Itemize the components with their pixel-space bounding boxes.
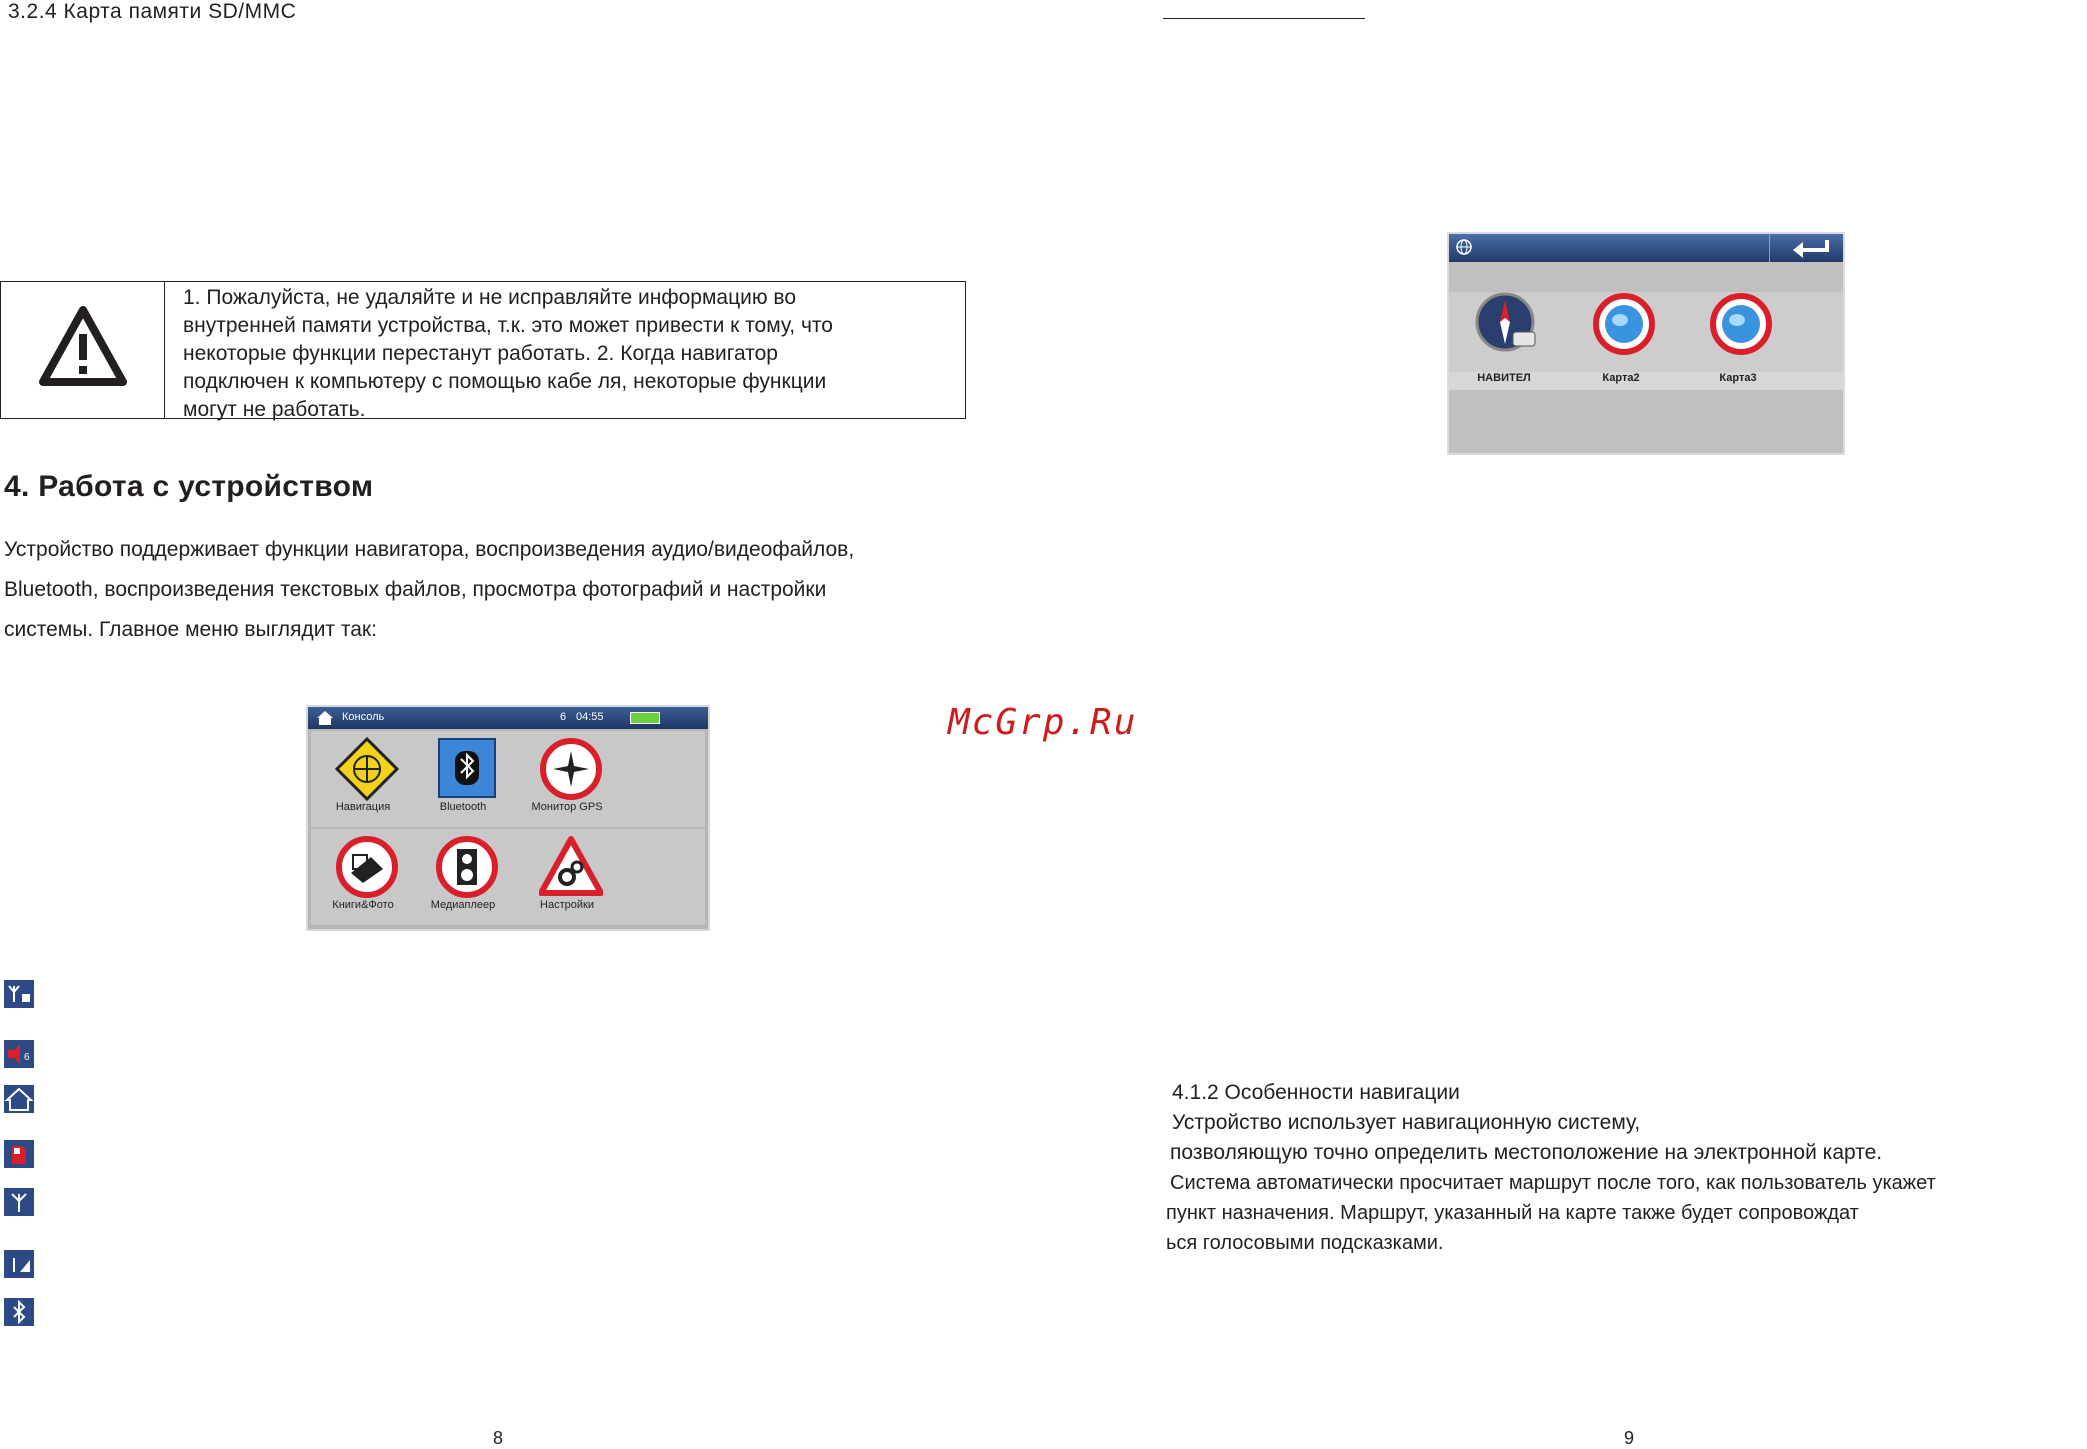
- gps-monitor-icon: [539, 737, 603, 801]
- section-title: 3.2.4 Карта памяти SD/MMC: [8, 0, 297, 23]
- subsection-line: ься голосовыми подсказками.: [1166, 1232, 1444, 1254]
- subsection-title: 4.1.2 Особенности навигации: [1172, 1081, 1460, 1104]
- header-rule: [1163, 18, 1365, 19]
- warning-box: [0, 281, 966, 419]
- menu-item-label: Навигация: [335, 801, 391, 813]
- menu-item-navigation[interactable]: [313, 731, 413, 827]
- intro-line: Устройство поддерживает функции навигатора, воспроизведения аудио/видеофайлов,: [4, 538, 855, 561]
- page-number-right: 9: [1624, 1428, 1635, 1448]
- volume-icon: [4, 1040, 34, 1068]
- warning-line: подключен к компьютеру с помощью кабе ля, некоторые функции: [183, 370, 827, 393]
- antenna-icon: [4, 1188, 34, 1216]
- bluetooth-icon: [435, 737, 499, 801]
- warning-divider: [164, 282, 165, 418]
- battery-icon: [630, 712, 660, 724]
- signal-count: 6: [560, 711, 567, 723]
- compass-icon: [1475, 292, 1539, 356]
- menu-title-bar: [308, 707, 708, 729]
- intro-line: системы. Главное меню выглядит так:: [4, 618, 377, 641]
- intro-line: Bluetooth, воспроизведения текстовых файлов, просмотра фотографий и настройки: [4, 578, 827, 601]
- card-icon: [4, 1140, 34, 1168]
- intro-paragraph: [4, 530, 1004, 650]
- menu-item-settings[interactable]: [517, 829, 617, 925]
- subsection-line: позволяющую точно определить местоположение на электронной карте.: [1170, 1141, 1883, 1164]
- home-icon: [4, 1085, 34, 1113]
- navigation-icon: [335, 737, 399, 801]
- menu-item-label: Настройки: [540, 899, 594, 911]
- nav-item-map3[interactable]: [1683, 292, 1793, 392]
- warning-line: внутренней памяти устройства, т.к. это может привести к тому, что: [183, 314, 833, 337]
- globe-map-icon: [1592, 292, 1656, 356]
- subsection-line: Устройство использует навигационную систему,: [1172, 1111, 1641, 1134]
- warning-line: могут не работать.: [183, 398, 366, 421]
- chapter-title: 4. Работа с устройством: [4, 470, 374, 503]
- warning-triangle-icon: [39, 306, 127, 388]
- main-menu-screenshot: [306, 705, 710, 931]
- books-photos-icon: [335, 835, 399, 899]
- bluetooth-icon: [4, 1298, 34, 1326]
- navigation-features-section: [1166, 1078, 1936, 1258]
- watermark: McGrp.Ru: [948, 702, 1138, 743]
- menu-item-label: Монитор GPS: [531, 801, 603, 813]
- media-player-icon: [435, 835, 499, 899]
- menu-item-bluetooth[interactable]: [413, 731, 513, 827]
- bar-divider: [1769, 234, 1770, 262]
- nav-item-map2[interactable]: [1566, 292, 1676, 392]
- nav-item-navitel[interactable]: [1449, 292, 1559, 392]
- subsection-line: Система автоматически просчитает маршрут после того, как пользователь укажет: [1170, 1172, 1936, 1194]
- settings-icon: [539, 835, 603, 899]
- nav-title-bar: [1449, 234, 1843, 262]
- menu-item-media-player[interactable]: [413, 829, 513, 925]
- menu-item-label: Медиаплеер: [430, 899, 496, 911]
- home-icon[interactable]: [316, 710, 334, 726]
- subsection-line: пункт назначения. Маршрут, указанный на карте также будет сопровождат: [1166, 1202, 1859, 1224]
- warning-line: некоторые функции перестанут работать. 2. Когда навигатор: [183, 342, 778, 365]
- nav-item-label: НАВИТЕЛ: [1477, 372, 1531, 384]
- page-number-left: 8: [493, 1428, 504, 1448]
- warning-text: [183, 284, 963, 424]
- warning-line: 1. Пожалуйста, не удаляйте и не исправляйте информацию во: [183, 286, 797, 309]
- menu-item-label: Bluetooth: [439, 801, 487, 813]
- back-arrow-icon[interactable]: [1791, 238, 1833, 258]
- menu-row-top: [311, 731, 705, 827]
- globe-map-icon: [1709, 292, 1773, 356]
- menu-item-gps-monitor[interactable]: [517, 731, 617, 827]
- nav-item-label: Карта2: [1602, 372, 1640, 384]
- menu-item-label: Книги&Фото: [332, 899, 394, 911]
- signal-strength-icon: [4, 1250, 34, 1278]
- svg-text:6: 6: [24, 1052, 30, 1063]
- globe-icon: [1455, 238, 1473, 256]
- navigation-menu-screenshot: [1447, 232, 1845, 455]
- clock: 04:55: [576, 711, 604, 723]
- gps-signal-icon: [4, 980, 34, 1008]
- menu-item-books-photos[interactable]: [313, 829, 413, 925]
- menu-row-bottom: [311, 829, 705, 925]
- nav-item-label: Карта3: [1719, 372, 1757, 384]
- menu-title: Консоль: [342, 711, 385, 723]
